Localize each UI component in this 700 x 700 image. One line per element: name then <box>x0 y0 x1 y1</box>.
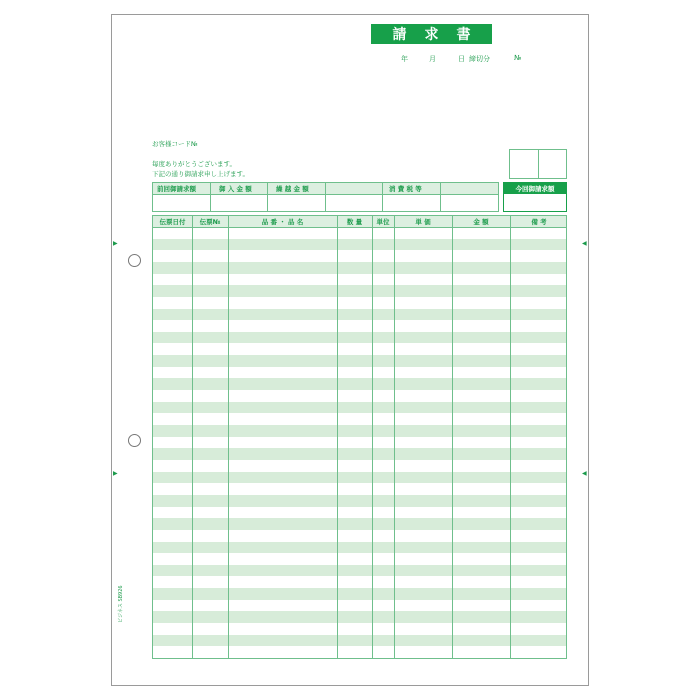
summary-cell <box>325 183 383 211</box>
ledger-row-stripe <box>153 425 566 437</box>
ledger-column-line <box>192 216 193 658</box>
ledger-row-stripe <box>153 355 566 367</box>
ledger-row-stripe <box>153 239 566 251</box>
punch-hole <box>128 254 141 267</box>
day-label: 日 <box>458 55 465 63</box>
ledger-row-stripe <box>153 611 566 623</box>
closing-label: 締切分 <box>469 55 490 63</box>
ledger-row-stripe <box>153 518 566 530</box>
title-char-1: 請 <box>392 27 407 43</box>
ledger-column-line <box>372 216 373 658</box>
summary-label-tax: 消 費 税 等 <box>389 185 422 193</box>
summary-label-carryover: 繰 越 金 額 <box>276 185 309 193</box>
ledger-row-stripe <box>153 378 566 390</box>
title-char-3: 書 <box>456 27 471 43</box>
stamp-box <box>539 150 567 178</box>
col-amount: 金 額 <box>473 218 489 226</box>
ledger-row-stripe <box>153 332 566 344</box>
col-unit: 単位 <box>376 218 390 226</box>
marker-triangle-icon: ▶ <box>113 240 118 247</box>
summary-label-previous: 前回御請求額 <box>157 185 196 193</box>
ledger-row-stripe <box>153 588 566 600</box>
ledger-column-line <box>394 216 395 658</box>
col-slip-no: 伝票№ <box>199 218 221 226</box>
col-item: 品 番 ・ 品 名 <box>261 218 304 226</box>
col-unit-price: 単 価 <box>415 218 431 226</box>
ledger-row-stripe <box>153 495 566 507</box>
ledger-table <box>152 215 567 659</box>
greeting-line-2: 下記の通り御請求申し上げます。 <box>152 170 249 178</box>
ledger-column-line <box>337 216 338 658</box>
ledger-row-stripe <box>153 635 566 647</box>
current-invoice-box <box>503 182 567 212</box>
ledger-row-stripe <box>153 542 566 554</box>
title-char-2: 求 <box>424 27 439 43</box>
col-remarks: 備 考 <box>531 218 547 226</box>
invoice-title <box>371 24 492 44</box>
ledger-column-line <box>452 216 453 658</box>
ledger-row-stripe <box>153 402 566 414</box>
ledger-row-stripe <box>153 448 566 460</box>
form-code: ビジネス SB926 <box>118 585 124 623</box>
ledger-row-stripe <box>153 472 566 484</box>
number-label: № <box>514 54 522 62</box>
year-label: 年 <box>401 55 408 63</box>
stamp-boxes <box>509 149 567 179</box>
current-invoice-label: 今回御請求額 <box>504 183 566 194</box>
marker-triangle-icon: ◀ <box>582 470 587 477</box>
invoice-sheet <box>111 14 589 686</box>
punch-hole <box>128 434 141 447</box>
col-date: 伝票日付 <box>159 218 186 226</box>
summary-label-payment: 御 入 金 額 <box>219 185 252 193</box>
customer-code-label: お客様コード№ <box>152 140 198 148</box>
summary-table <box>152 182 499 212</box>
ledger-row-stripe <box>153 262 566 274</box>
ledger-row-stripe <box>153 309 566 321</box>
stamp-box <box>510 150 539 178</box>
ledger-column-line <box>510 216 511 658</box>
month-label: 月 <box>429 55 436 63</box>
marker-triangle-icon: ▶ <box>113 470 118 477</box>
ledger-column-line <box>228 216 229 658</box>
ledger-row-stripe <box>153 565 566 577</box>
ledger-row-stripe <box>153 285 566 297</box>
greeting-line-1: 毎度ありがとうございます。 <box>152 160 236 168</box>
col-qty: 数 量 <box>346 218 363 226</box>
marker-triangle-icon: ◀ <box>582 240 587 247</box>
